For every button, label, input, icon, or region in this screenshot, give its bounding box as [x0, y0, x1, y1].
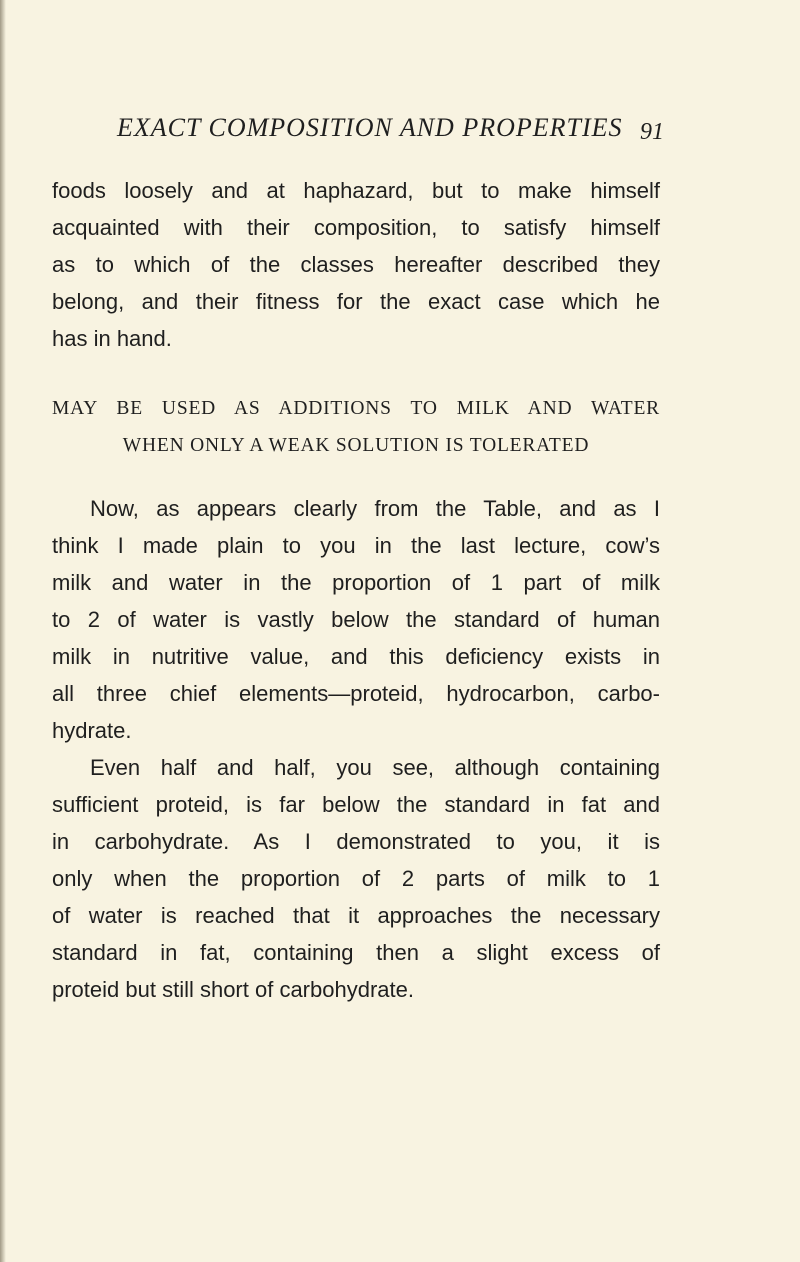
text-line: standard in fat, containing then a slight excess of [52, 940, 660, 965]
text-line: has in hand. [52, 326, 172, 351]
page-edge-shadow [0, 0, 6, 1262]
text-line: in carbohydrate. As I demonstrated to you, it is [52, 829, 660, 854]
paragraph-3 [52, 749, 660, 1008]
text-line: Now, as appears clearly from the Table, and as I [90, 496, 660, 521]
text-line: proteid but still short of carbohydrate. [52, 977, 414, 1002]
text-line: of water is reached that it approaches the necessary [52, 903, 660, 928]
text-line: sufficient proteid, is far below the standard in fat and [52, 792, 660, 817]
text-line: all three chief elements—proteid, hydrocarbon, carbo- [52, 681, 660, 706]
page-number: 91 [640, 119, 664, 145]
paragraph-1 [52, 172, 660, 357]
text-line: as to which of the classes hereafter described they [52, 252, 660, 277]
text-line: only when the proportion of 2 parts of milk to 1 [52, 866, 660, 891]
paragraph-2 [52, 490, 660, 749]
text-line: milk in nutritive value, and this deficiency exists in [52, 644, 660, 669]
text-line: foods loosely and at haphazard, but to make himself [52, 178, 660, 203]
heading-line: WHEN ONLY A WEAK SOLUTION IS TOLERATED [122, 435, 590, 456]
text-line: to 2 of water is vastly below the standard of human [52, 607, 660, 632]
text-line: milk and water in the proportion of 1 part of milk [52, 570, 660, 595]
text-line: hydrate. [52, 718, 132, 743]
running-title: EXACT COMPOSITION AND PROPERTIES [117, 113, 623, 142]
text-line: Even half and half, you see, although containing [90, 755, 660, 780]
text-line: belong, and their fitness for the exact case which he [52, 289, 660, 314]
text-line: think I made plain to you in the last lecture, cow’s [52, 533, 660, 558]
heading-line: MAY BE USED AS ADDITIONS TO MILK AND WATER [52, 398, 660, 419]
text-line: acquainted with their composition, to satisfy himself [52, 215, 660, 240]
section-heading [52, 390, 660, 464]
